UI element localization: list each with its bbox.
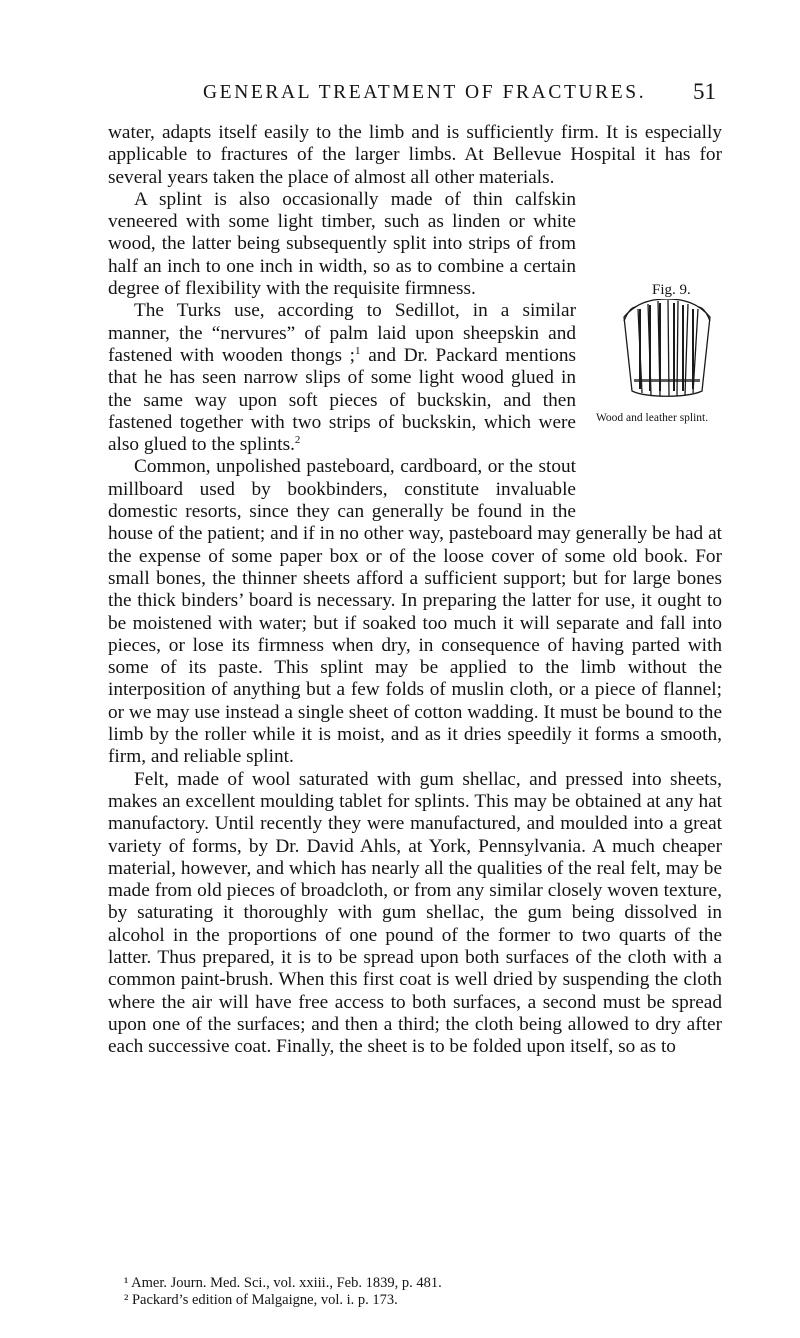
page-number: 51 [693, 79, 716, 104]
paragraph-text: A splint is also occasionally made of thin calfskin veneered with some light timber, such as linden or white wood, the latter being subsequently split into strips of from half an inch to one inch in width, so as to combine a certain degree of flexibility with the requisite firmness. [108, 188, 576, 300]
figure-label: Fig. 9. [652, 281, 691, 298]
body-text [108, 122, 722, 1058]
paragraph-1 [108, 122, 722, 189]
paragraph-5 [108, 769, 722, 1059]
running-head: GENERAL TREATMENT OF FRACTURES. [203, 82, 647, 103]
figure-9 [582, 189, 722, 519]
footnotes [124, 1275, 684, 1309]
footnote-2: ² Packard’s edition of Malgaigne, vol. i. p. 173. [124, 1292, 398, 1308]
paragraph-text: and Dr. Packard mentions that he has seen narrow slips of some light wood glued in the same way upon soft pieces of buckskin, and then fastened together with two strips of buckskin, which were also glued to the splints. [108, 344, 576, 456]
figure-caption: Wood and leather splint. [596, 411, 709, 424]
footnote-ref: 2 [294, 434, 301, 447]
paragraph-text: Common, unpolished pasteboard, cardboard, or the stout millboard used by bookbinders, constitute invaluable domestic resorts, since they can generally be found in the house of the patient; and if in no other way, pasteboard may generally be had at the expense of some paper box or of the loose cover of some old book. For small bones, the thinner sheets afford a sufficient support; but for large bones the thick binders’ board is necessary. In preparing the latter for use, it ought to be moistened with water; but if soaked too much it will separate and fall into pieces, or lose its firmness when dry, in consequence of having parted with some of its paste. This splint may be applied to the limb without the interposition of anything but a few folds of muslin cloth, or a piece of flannel; or we may use instead a single sheet of cotton wadding. It must be bound to the limb by the roller while it is moist, and as it dries speedily it forms a smooth, firm, and reliable splint. [108, 456, 722, 768]
footnote-1: ¹ Amer. Journ. Med. Sci., vol. xxiii., Feb. 1839, p. 481. [124, 1275, 442, 1291]
paragraph-text: water, adapts itself easily to the limb and is sufficiently firm. It is especially applicable to fractures of the larger limbs. At Bellevue Hospital it has for several years taken the place of almost all other materials. [108, 122, 722, 188]
paragraph-text: Felt, made of wool saturated with gum shellac, and pressed into sheets, makes an excellent moulding tablet for splints. This may be obtained at any hat manufactory. Until recently they were manufactured, and moulded into a great variety of forms, by Dr. David Ahls, at York, Pennsylvania. A much cheaper material, however, and which has nearly all the qualities of the real felt, may be made from old pieces of broadcloth, or from any similar closely woven texture, by saturating it thoroughly with gum shellac, the gum being dissolved in alcohol in the proportions of one pound of the former to two quarts of the latter. Thus prepared, it is to be spread upon both surfaces of the cloth with a common paint-brush. When this first coat is well dried by suspending the cloth where the air will have free access to both surfaces, a second must be spread upon one of the surfaces; and then a third; the cloth being allowed to dry after each successive coat. Finally, the sheet is to be folded upon itself, so as to [108, 768, 722, 1058]
page-header [195, 80, 720, 110]
paragraph-text: The Turks use, according to Sedillot, in a similar manner, the “nervures” of palm laid upon sheepskin and fastened with wooden thongs ; [108, 300, 576, 366]
splint-illustration [618, 299, 716, 399]
footnote-ref: 1 [355, 344, 361, 357]
